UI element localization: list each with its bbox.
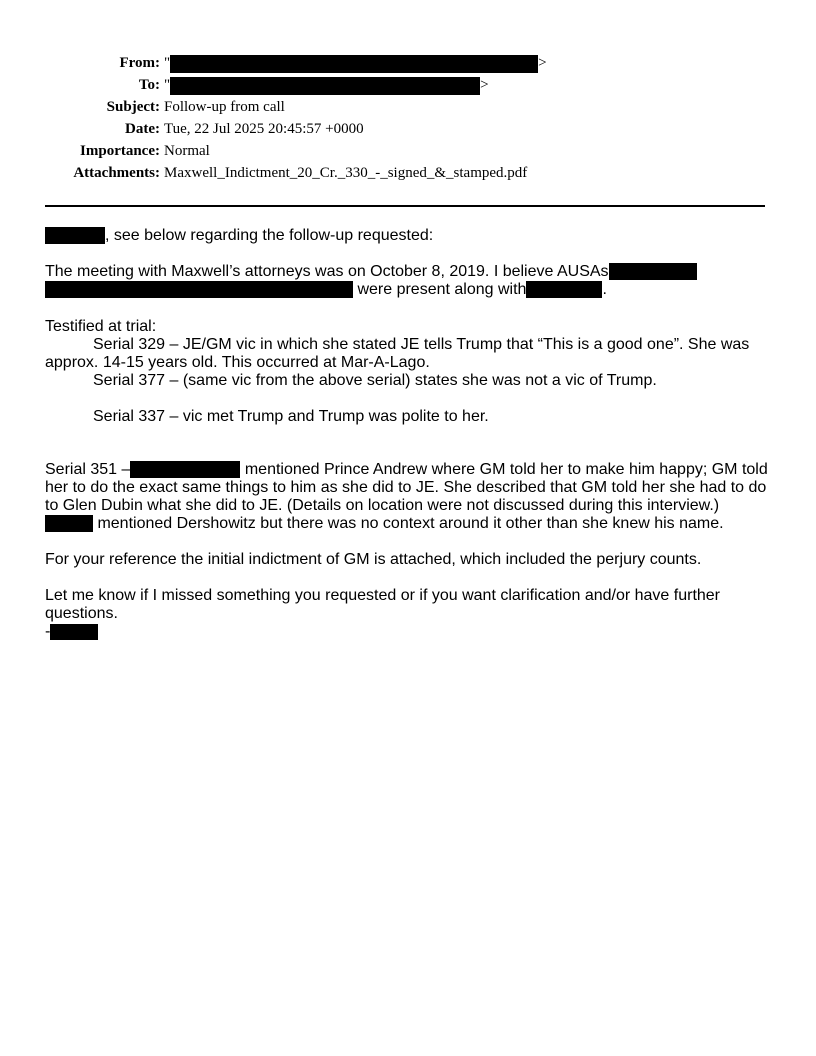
serial-351-line-4: [45, 515, 724, 533]
importance-value: Normal: [164, 143, 210, 159]
redaction-block: [45, 227, 105, 244]
meeting-line-2: [45, 281, 607, 299]
redaction-block: [609, 263, 697, 280]
redaction-block: [526, 281, 602, 298]
serial-329-line-1: Serial 329 – JE/GM vic in which she stated JE tells Trump that “This is a good one”. She was: [93, 336, 750, 353]
importance-label: Importance:: [80, 143, 160, 159]
redaction-block: [50, 624, 98, 640]
to-label: To:: [138, 77, 160, 93]
meeting-line-1: [45, 263, 697, 281]
serial-377-line: Serial 377 – (same vic from the above serial) states she was not a vic of Trump.: [93, 372, 657, 389]
greeting-text: , see below regarding the follow-up requested:: [105, 227, 434, 244]
signoff-line: [45, 623, 98, 641]
redaction-block: [45, 281, 353, 298]
serial-351-line-1: [45, 461, 768, 479]
serial-351-prefix: Serial 351 –: [45, 461, 131, 478]
meeting-period: .: [602, 281, 607, 298]
to-value: [164, 74, 489, 96]
serial-351-text-1: mentioned Prince Andrew where GM told her to make him happy; GM told: [240, 461, 768, 478]
from-quote: ": [164, 55, 171, 71]
serial-329-line-2: approx. 14-15 years old. This occurred at Mar-A-Lago.: [45, 354, 430, 371]
redaction-block: [130, 461, 240, 478]
from-value: [164, 52, 547, 74]
subject-row: [0, 96, 816, 118]
greeting-line: [45, 227, 433, 245]
signoff-dash: -: [45, 623, 51, 640]
subject-label: Subject:: [106, 99, 160, 115]
attachments-row: [0, 162, 816, 184]
importance-row: [0, 140, 816, 162]
date-value: Tue, 22 Jul 2025 20:45:57 +0000: [164, 121, 364, 137]
serial-351-line-3: to Glen Dubin what she did to JE. (Details on location were not discussed during this interview.): [45, 497, 720, 514]
header-divider: [45, 205, 765, 207]
closing-line-2: questions.: [45, 605, 118, 622]
to-row: [0, 74, 816, 96]
testified-header: Testified at trial:: [45, 318, 157, 335]
serial-337-line: Serial 337 – vic met Trump and Trump was polite to her.: [93, 408, 489, 425]
closing-line-1: Let me know if I missed something you requested or if you want clarification and/or have further: [45, 587, 721, 604]
serial-351-text-4: mentioned Dershowitz but there was no context around it other than she knew his name.: [93, 515, 724, 532]
serial-351-line-2: her to do the exact same things to him as she did to JE. She described that GM told her she had to do: [45, 479, 767, 496]
to-close: >: [480, 77, 489, 93]
meeting-text-2: were present along with: [353, 281, 527, 298]
to-quote: ": [164, 77, 171, 93]
redaction-block: [170, 55, 538, 73]
attachment-link[interactable]: Maxwell_Indictment_20_Cr._330_-_signed_&_stamped.pdf: [164, 165, 528, 181]
date-label: Date:: [125, 121, 160, 137]
email-header: [0, 52, 816, 184]
meeting-text-1: The meeting with Maxwell’s attorneys was on October 8, 2019. I believe AUSAs: [45, 263, 609, 280]
date-row: [0, 118, 816, 140]
attachments-label: Attachments:: [73, 165, 160, 181]
from-label: From:: [119, 55, 160, 71]
redaction-block: [45, 515, 93, 532]
redaction-block: [170, 77, 480, 95]
subject-value: Follow-up from call: [164, 99, 285, 115]
reference-line: For your reference the initial indictment of GM is attached, which included the perjury counts.: [45, 551, 702, 568]
from-close: >: [538, 55, 547, 71]
from-row: [0, 52, 816, 74]
